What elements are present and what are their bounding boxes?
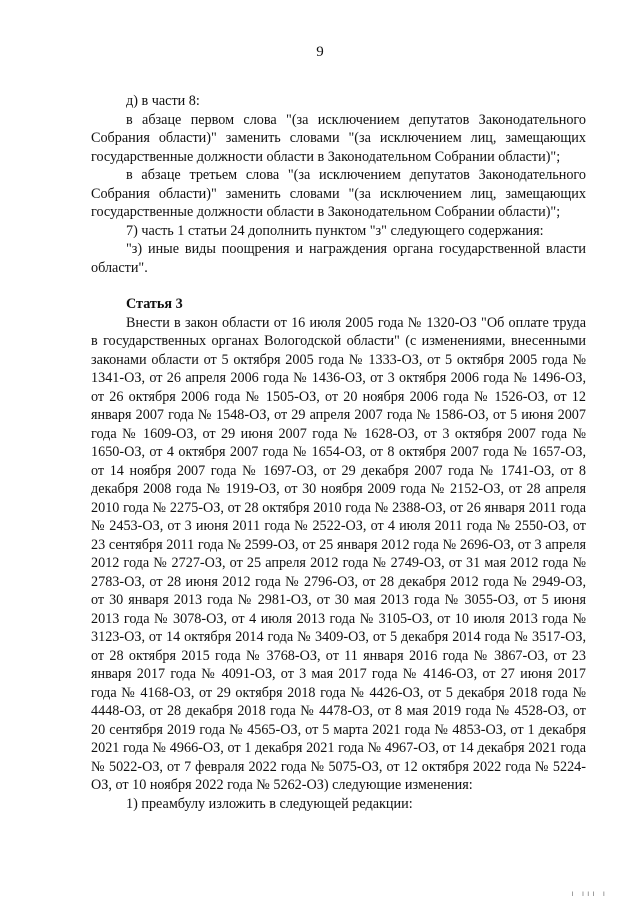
spacer bbox=[91, 277, 586, 295]
item-z-quote: "з) иные виды поощрения и награждения органа государственной власти области". bbox=[91, 241, 586, 276]
paragraph-third-abzac: в абзаце третьем слова "(за исключением депутатов Законодательного Собрания области)" заменить словами "(за исключением лиц, замещающих государственные должности области в Законодательном Собрании области)"; bbox=[91, 167, 586, 220]
document-body bbox=[91, 92, 586, 813]
article-heading: Статья 3 bbox=[126, 296, 183, 312]
item-7: 7) часть 1 статьи 24 дополнить пунктом "з" следующего содержания: bbox=[126, 222, 544, 239]
page-number: 9 bbox=[316, 44, 324, 60]
subitem-d: д) в части 8: bbox=[126, 93, 200, 109]
list-item-1: 1) преамбулу изложить в следующей редакции: bbox=[126, 795, 413, 812]
scan-marks: ı ııı ı bbox=[571, 889, 608, 898]
article-body: Внести в закон области от 16 июля 2005 года № 1320-ОЗ "Об оплате труда в государственных органах Вологодской области" (с изменениями, внесенными законами области от 5 октября 2005 года № 1333-ОЗ, от 5 октября 2005 года № 1341-ОЗ, от 26 апреля 2006 года № 1436-ОЗ, от 3 октября 2006 года № 1496-ОЗ, от 26 октября 2006 года № 1505-ОЗ, от 20 ноября 2006 года № 1526-ОЗ, от 12 января 2007 года № 1548-ОЗ, от 29 апреля 2007 года № 1586-ОЗ, от 5 июня 2007 года № 1609-ОЗ, от 29 июня 2007 года № 1628-ОЗ, от 3 октября 2007 года № 1650-ОЗ, от 4 октября 2007 года № 1654-ОЗ, от 8 октября 2007 года № 1657-ОЗ, от 14 ноября 2007 года № 1697-ОЗ, от 29 декабря 2007 года № 1741-ОЗ, от 8 декабря 2008 года № 1919-ОЗ, от 30 ноября 2009 года № 2152-ОЗ, от 28 апреля 2010 года № 2275-ОЗ, от 28 октября 2010 года № 2388-ОЗ, от 26 января 2011 года № 2453-ОЗ, от 3 июня 2011 года № 2522-ОЗ, от 4 июля 2011 года № 2550-ОЗ, от 23 сентября 2011 года № 2599-ОЗ, от 25 января 2012 года № 2696-ОЗ, от 3 апреля 2012 года № 2727-ОЗ, от 25 апреля 2012 года № 2749-ОЗ, от 31 мая 2012 года № 2783-ОЗ, от 28 июня 2012 года № 2796-ОЗ, от 28 декабря 2012 года № 2949-ОЗ, от 30 января 2013 года № 2981-ОЗ, от 30 мая 2013 года № 3055-ОЗ, от 5 июня 2013 года № 3078-ОЗ, от 4 июля 2013 года № 3105-ОЗ, от 10 июля 2013 года № 3123-ОЗ, от 14 октября 2014 года № 3409-ОЗ, от 5 декабря 2014 года № 3517-ОЗ, от 28 октября 2015 года № 3768-ОЗ, от 11 января 2016 года № 3867-ОЗ, от 23 января 2017 года № 4091-ОЗ, от 3 мая 2017 года № 4146-ОЗ, от 27 июня 2017 года № 4168-ОЗ, от 29 октября 2018 года № 4426-ОЗ, от 5 декабря 2018 года № 4448-ОЗ, от 28 декабря 2018 года № 4478-ОЗ, от 8 мая 2019 года № 4528-ОЗ, от 20 сентября 2019 года № 4565-ОЗ, от 5 марта 2021 года № 4853-ОЗ, от 1 декабря 2021 года № 4966-ОЗ, от 1 декабря 2021 года № 4967-ОЗ, от 14 декабря 2021 года № 5022-ОЗ, от 7 февраля 2022 года № 5075-ОЗ, от 12 октября 2022 года № 5224-ОЗ, от 10 ноября 2022 года № 5262-ОЗ) следующие изменения: bbox=[91, 314, 586, 793]
paragraph-first-abzac: в абзаце первом слова "(за исключением депутатов Законодательного Собрания области)" заменить словами "(за исключением лиц, замещающих государственные должности области в Законодательном Собрании области)"; bbox=[91, 111, 586, 165]
